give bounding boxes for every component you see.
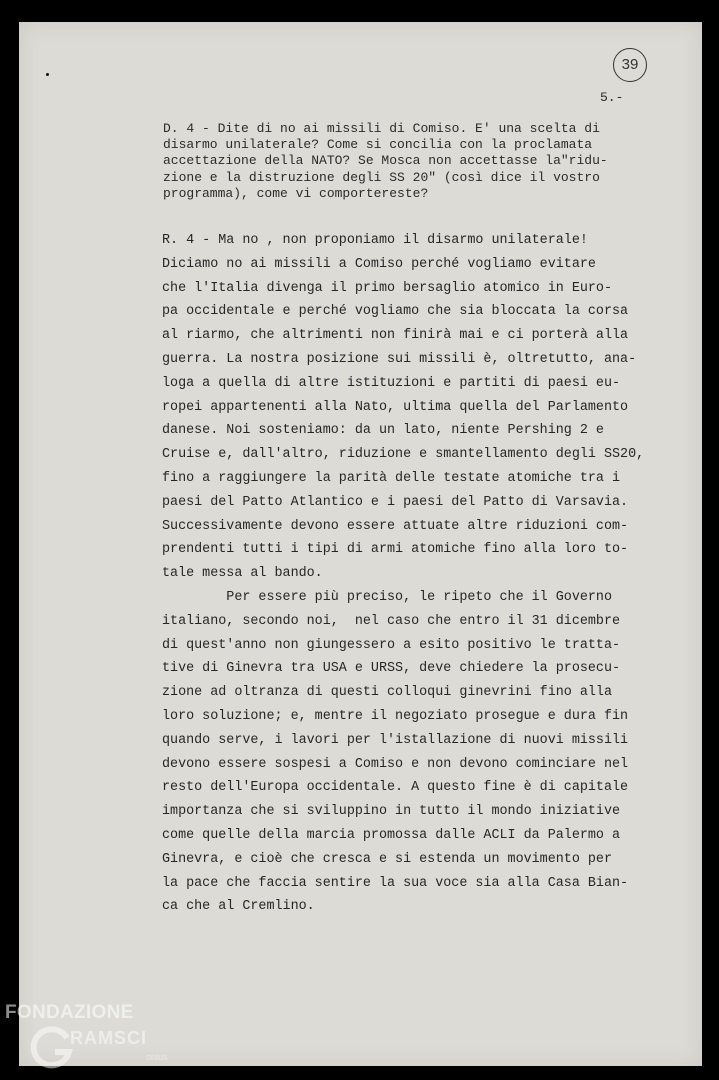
answer-line: prendenti tutti i tipi di armi atomiche fino alla loro to- [162,542,629,558]
answer-line: la pace che faccia sentire la sua voce sia alla Casa Bian- [162,875,629,891]
answer-line: ropei appartenenti alla Nato, ultima quella del Parlamento [162,399,629,415]
question-line: disarmo unilaterale? Come si concilia con la proclamata [163,137,593,153]
answer-line: fino a raggiungere la parità delle testate atomiche tra i [162,470,621,486]
answer-line: come quelle della marcia promossa dalle ACLI da Palermo a [162,827,621,843]
answer-line: R. 4 - Ma no , non proponiamo il disarmo unilaterale! [162,233,588,248]
answer-paragraph [162,229,662,919]
watermark-subtitle: onlus [146,1052,168,1062]
answer-line: zione ad oltranza di questi colloqui ginevrini fino alla [162,685,612,701]
answer-line: loro soluzione; e, mentre il negoziato prosegue e dura fin [162,708,629,724]
answer-line: quando serve, i lavori per l'istallazione di nuovi missili [162,732,629,748]
watermark-name: RAMSCI [70,1028,147,1048]
page-number: 5.- [600,90,624,105]
fondazione-gramsci-watermark [5,1002,205,1072]
answer-line: importanza che si sviluppino in tutto il mondo iniziative [162,804,621,820]
answer-line: Cruise e, dall'altro, riduzione e smantellamento degli SS20, [162,447,645,463]
answer-line: ca che al Cremlino. [162,899,315,915]
question-line: programma), come vi comportereste? [163,185,429,201]
question-line: accettazione della NATO? Se Mosca non accettasse la"ridu- [163,153,608,169]
answer-line: che l'Italia divenga il primo bersaglio atomico in Euro- [162,280,612,296]
answer-line: loga a quella di altre istituzioni e partiti di paesi eu- [162,375,621,391]
answer-line: al riarmo, che altrimenti non finirà mai e ci porterà alla [162,328,629,344]
answer-line: italiano, secondo noi, nel caso che entro il 31 dicembre [162,613,621,629]
answer-line: tive di Ginevra tra USA e URSS, deve chiedere la prosecu- [162,661,621,677]
archive-number-stamp: 39 [613,48,647,82]
question-line: zione e la distruzione degli SS 20" (così dice il vostro [163,169,600,185]
question-paragraph [163,121,663,202]
answer-line: danese. Noi sosteniamo: da un lato, niente Pershing 2 e [162,423,604,439]
answer-line: Ginevra, e cioè che cresca e si estenda un movimento per [162,851,612,867]
gramsci-g-logo-icon [29,1024,75,1070]
answer-line: resto dell'Europa occidentale. A questo fine è di capitale [162,780,629,796]
answer-line: paesi del Patto Atlantico e i paesi del Patto di Varsavia. [162,494,629,510]
answer-line: tale messa al bando. [162,566,323,582]
answer-line: Per essere più preciso, le ripeto che il Governo [162,589,612,605]
answer-line: Successivamente devono essere attuate altre riduzioni com- [162,518,629,534]
watermark-title: FONDAZIONE [5,1002,134,1023]
scan-speck [46,73,49,76]
question-line: D. 4 - Dite di no ai missili di Comiso. E' una scelta di [163,121,600,136]
answer-line: devono essere sospesi a Comiso e non devono cominciare nel [162,756,629,772]
answer-line: guerra. La nostra posizione sui missili è, oltretutto, ana- [162,351,637,367]
answer-line: di quest'anno non giungessero a esito positivo le tratta- [162,637,621,653]
answer-line: pa occidentale e perché vogliamo che sia bloccata la corsa [162,304,629,320]
answer-line: Diciamo no ai missili a Comiso perché vogliamo evitare [162,256,596,272]
